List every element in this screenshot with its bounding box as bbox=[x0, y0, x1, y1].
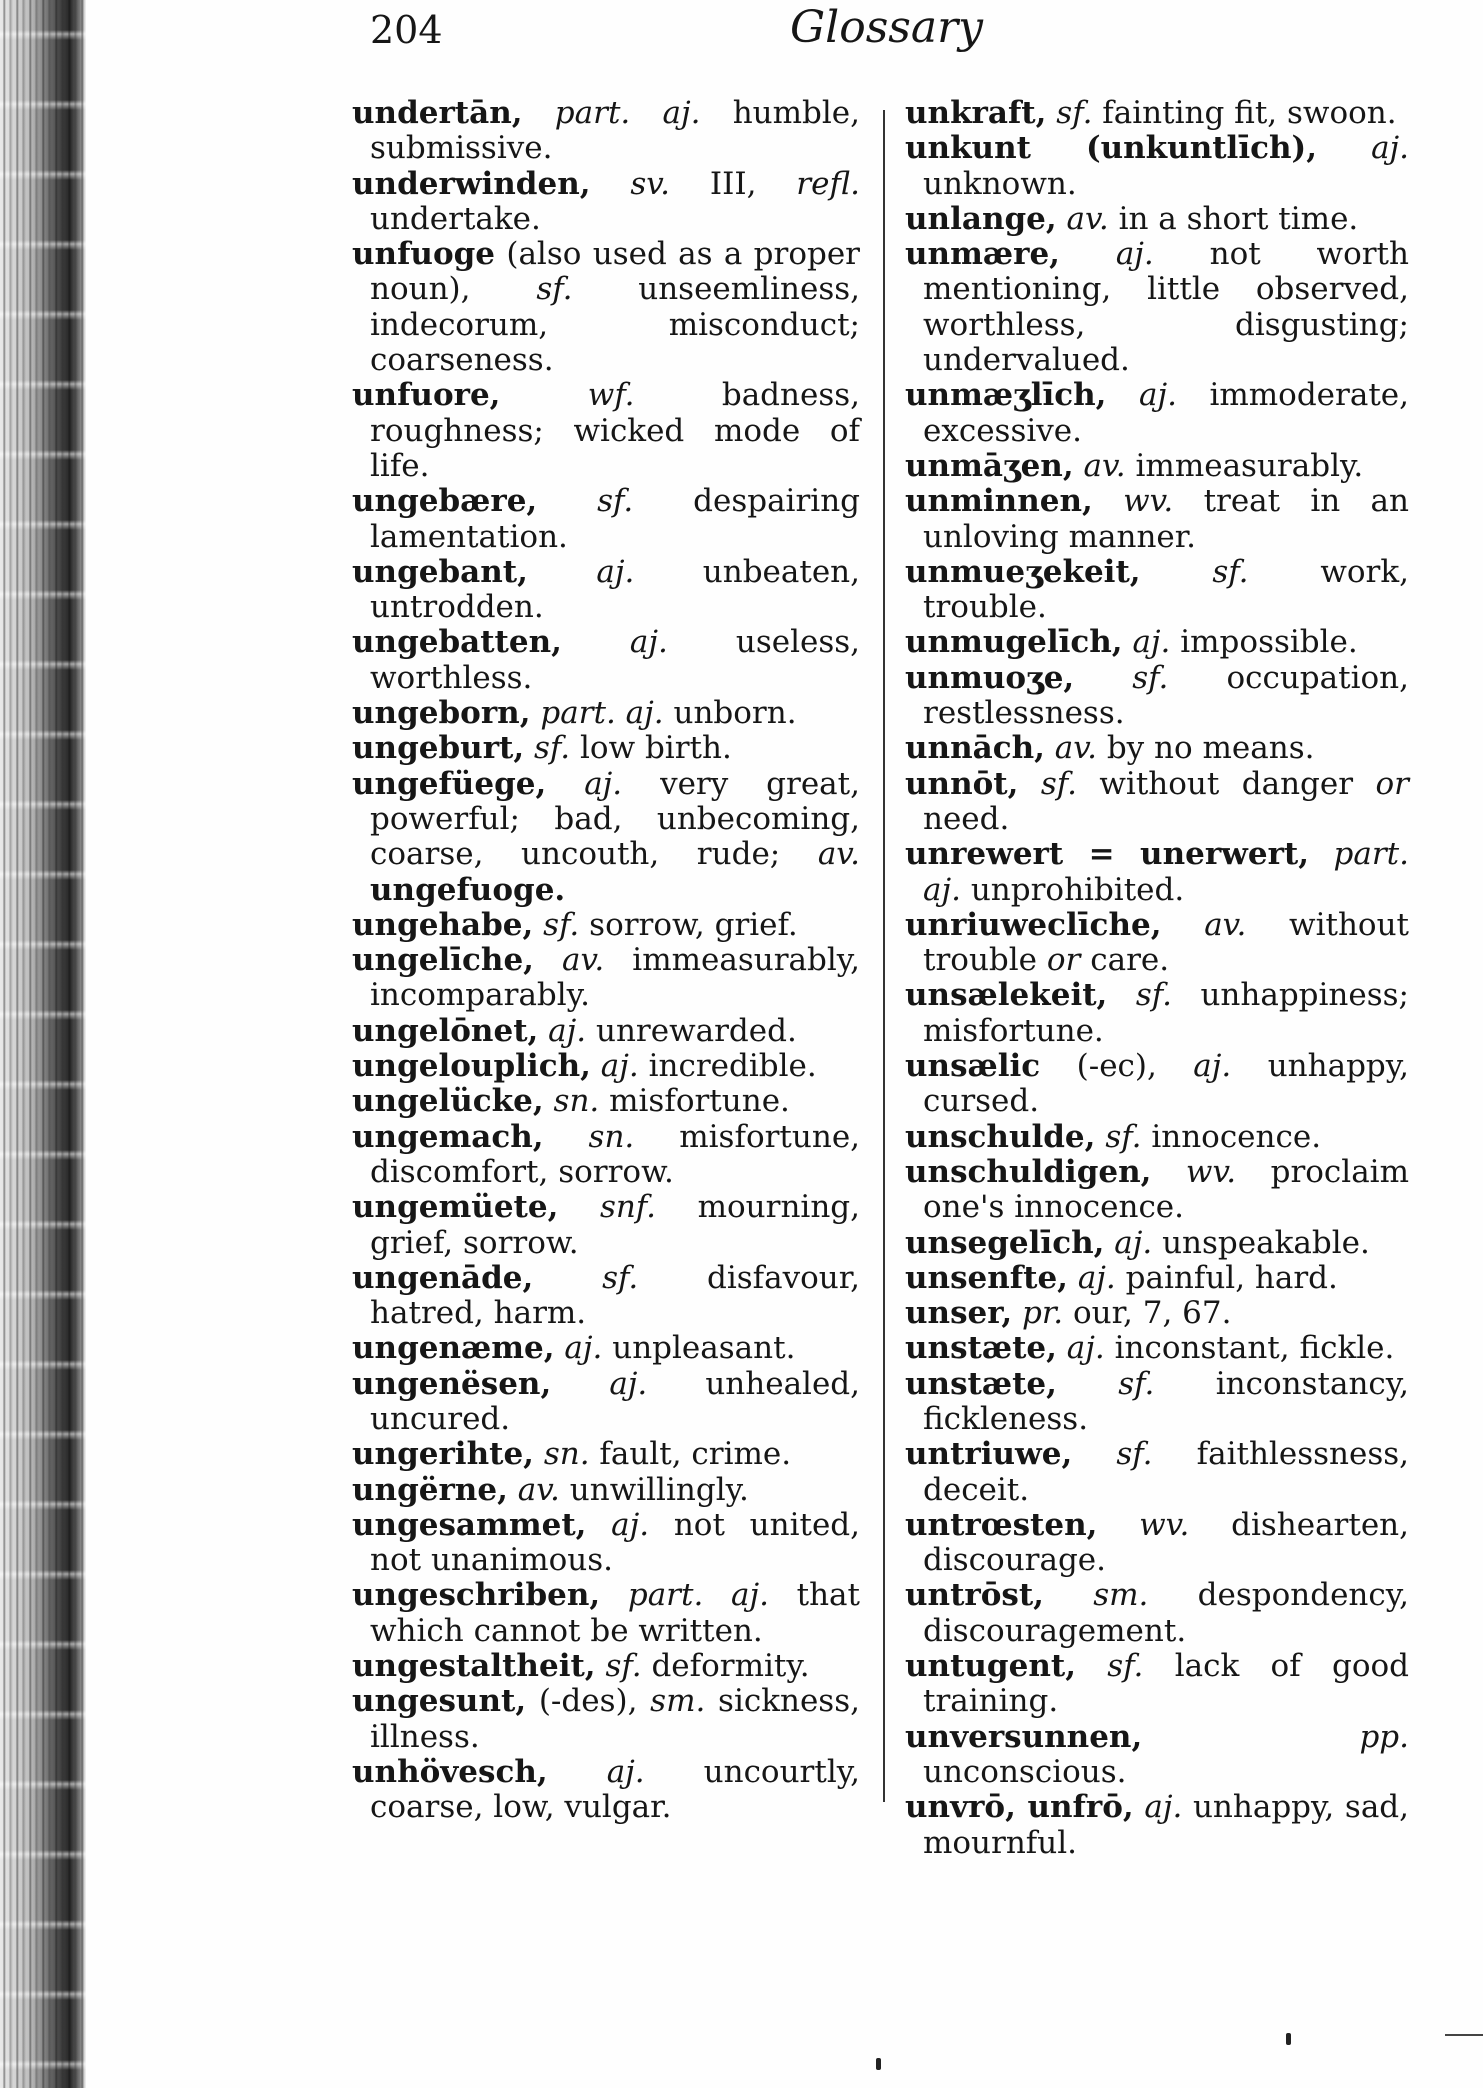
headword: ungenësen, bbox=[352, 1365, 552, 1402]
grammar-label: sf. bbox=[1118, 1365, 1155, 1402]
definition: inconstant, fickle. bbox=[1114, 1330, 1395, 1367]
definition: unconscious. bbox=[923, 1753, 1127, 1790]
grammar-label: sf. bbox=[602, 1259, 639, 1296]
grammar-label: sf. bbox=[1116, 1436, 1153, 1473]
glossary-entry bbox=[352, 1473, 860, 1508]
glossary-entry bbox=[905, 908, 1409, 979]
headword: underwinden, bbox=[352, 165, 591, 202]
glossary-entry bbox=[905, 661, 1409, 732]
definition: unspeakable. bbox=[1162, 1224, 1370, 1261]
grammar-label: aj. bbox=[1139, 377, 1177, 414]
headword: ungelücke, bbox=[352, 1083, 544, 1120]
definition: need. bbox=[923, 800, 1010, 837]
grammar-label: aj. bbox=[564, 1330, 603, 1367]
glossary-entry bbox=[352, 237, 860, 378]
glossary-entry bbox=[905, 625, 1409, 660]
headword: unmueʒekeit, bbox=[905, 553, 1141, 590]
definition: immeasurably, incomparably. bbox=[370, 942, 861, 1014]
grammar-label: av. bbox=[1204, 906, 1247, 943]
definition: sorrow, grief. bbox=[589, 906, 798, 943]
headword: ungenāde, bbox=[352, 1259, 534, 1296]
grammar-label: sf. bbox=[534, 730, 571, 767]
definition: fainting fit, swoon. bbox=[1102, 95, 1397, 131]
grammar-label: pr. bbox=[1021, 1295, 1064, 1332]
glossary-entry bbox=[905, 202, 1409, 237]
definition: without danger bbox=[1099, 765, 1354, 802]
page-header bbox=[0, 0, 1483, 80]
definition: unhappy, cursed. bbox=[923, 1048, 1410, 1120]
glossary-entry bbox=[352, 167, 860, 238]
definition: sickness, illness. bbox=[370, 1683, 860, 1755]
grammar-label: av. bbox=[517, 1471, 560, 1508]
grammar-label: sv. bbox=[630, 165, 670, 202]
glossary-entry bbox=[905, 1367, 1409, 1438]
headword: ungefüege, bbox=[352, 765, 547, 802]
definition: useless, worthless. bbox=[370, 624, 861, 696]
headword: ungesammet, bbox=[352, 1506, 587, 1543]
glossary-entry bbox=[352, 767, 860, 908]
definition: unknown. bbox=[923, 165, 1077, 202]
definition: impossible. bbox=[1180, 624, 1358, 661]
grammar-label: or bbox=[1375, 765, 1409, 802]
definition: unrewarded. bbox=[595, 1012, 797, 1049]
glossary-entry bbox=[352, 1190, 860, 1261]
grammar-label: sf. bbox=[597, 483, 634, 520]
definition: uncourtly, coarse, low, vulgar. bbox=[370, 1753, 861, 1826]
headword: ungebant, bbox=[352, 553, 528, 590]
headword: unsælic bbox=[905, 1048, 1041, 1085]
headword: ungebære, bbox=[352, 483, 538, 520]
headword: ungemüete, bbox=[352, 1189, 559, 1226]
glossary-entry bbox=[352, 1367, 860, 1438]
glossary-entry bbox=[905, 1508, 1409, 1579]
grammar-label: aj. bbox=[1066, 1330, 1105, 1367]
definition: without trouble bbox=[923, 906, 1410, 979]
definition: immoderate, excessive. bbox=[923, 377, 1409, 449]
glossary-column-right bbox=[905, 96, 1409, 1861]
headword: unminnen, bbox=[905, 483, 1093, 520]
grammar-label: aj. bbox=[596, 553, 635, 590]
definition: innocence. bbox=[1151, 1118, 1322, 1155]
grammar-label: or bbox=[1046, 942, 1081, 979]
grammar-label: sn. bbox=[553, 1083, 600, 1120]
definition: our, 7, 67. bbox=[1072, 1295, 1232, 1332]
headword: undertān, bbox=[352, 95, 523, 131]
grammar-label: sf. bbox=[1107, 1648, 1144, 1685]
grammar-label: aj. bbox=[1144, 1789, 1183, 1826]
definition: unpleasant. bbox=[612, 1330, 796, 1367]
definition: work, trouble. bbox=[923, 553, 1410, 626]
print-speck bbox=[1286, 2033, 1291, 2045]
glossary-entry bbox=[352, 484, 860, 555]
definition: dishearten, discourage. bbox=[923, 1506, 1409, 1579]
definition: inconstancy, fickleness. bbox=[923, 1365, 1410, 1437]
glossary-entry bbox=[905, 1720, 1409, 1791]
headword: ungërne, bbox=[352, 1471, 508, 1508]
glossary-entry bbox=[352, 96, 860, 167]
glossary-entry bbox=[352, 1684, 860, 1755]
grammar-label: aj. bbox=[1077, 1259, 1116, 1296]
definition: unwillingly. bbox=[569, 1471, 749, 1508]
definition: (-des), bbox=[538, 1683, 638, 1720]
glossary-entry bbox=[905, 1331, 1409, 1366]
headword: unmære, bbox=[905, 236, 1060, 273]
glossary-entry bbox=[352, 1120, 860, 1191]
grammar-label: av. bbox=[817, 836, 860, 873]
definition: lack of good training. bbox=[923, 1648, 1409, 1720]
grammar-label: snf. bbox=[599, 1189, 657, 1226]
glossary-column-left bbox=[352, 96, 860, 1826]
grammar-label: sf. bbox=[1135, 977, 1172, 1014]
headword: unschuldigen, bbox=[905, 1153, 1152, 1190]
headword: unversunnen, bbox=[905, 1718, 1143, 1755]
headword: unmugelīch, bbox=[905, 624, 1123, 661]
headword: ungemach, bbox=[352, 1118, 544, 1155]
headword: ungesunt, bbox=[352, 1683, 527, 1720]
running-head: Glossary bbox=[790, 2, 983, 53]
glossary-entry bbox=[905, 731, 1409, 766]
glossary-entry bbox=[905, 1120, 1409, 1155]
grammar-label: av. bbox=[1066, 200, 1109, 237]
definition: fault, crime. bbox=[599, 1436, 792, 1473]
grammar-label: av. bbox=[1083, 447, 1126, 484]
definition: care. bbox=[1090, 942, 1170, 979]
definition: treat in an unloving manner. bbox=[923, 483, 1409, 555]
headword: unfuore, bbox=[352, 377, 501, 414]
grammar-label: aj. bbox=[584, 765, 623, 802]
definition: faithlessness, deceit. bbox=[923, 1436, 1409, 1508]
grammar-label: aj. bbox=[600, 1048, 639, 1085]
glossary-entry bbox=[352, 1508, 860, 1579]
glossary-entry bbox=[905, 978, 1409, 1049]
grammar-label: wv. bbox=[1123, 483, 1174, 520]
book-spine-edge bbox=[0, 0, 86, 2088]
headword: ungeborn, bbox=[352, 695, 531, 732]
grammar-label: sf. bbox=[1040, 765, 1077, 802]
grammar-label: aj. bbox=[1132, 624, 1171, 661]
headword: unkunt (unkuntlīch), bbox=[905, 130, 1317, 167]
glossary-entry bbox=[905, 378, 1409, 449]
definition: unhappy, sad, mournful. bbox=[923, 1789, 1410, 1861]
glossary-entry bbox=[352, 943, 860, 1014]
headword: unkraft, bbox=[905, 95, 1047, 131]
definition: unhappiness; misfortune. bbox=[923, 977, 1409, 1049]
definition: despairing lamentation. bbox=[370, 483, 861, 555]
grammar-label: refl. bbox=[796, 165, 860, 202]
definition: painful, hard. bbox=[1125, 1259, 1338, 1296]
glossary-entry bbox=[905, 96, 1409, 131]
definition: misfortune. bbox=[609, 1083, 790, 1120]
headword: ungelīche, bbox=[352, 942, 534, 979]
glossary-entry bbox=[905, 1226, 1409, 1261]
headword: ungelouplich, bbox=[352, 1048, 591, 1085]
glossary-entry bbox=[905, 1155, 1409, 1226]
grammar-label: sf. bbox=[605, 1648, 642, 1685]
definition: proclaim one's innocence. bbox=[923, 1153, 1409, 1226]
grammar-label: part. aj. bbox=[627, 1577, 769, 1614]
headword: unsegelīch, bbox=[905, 1224, 1105, 1261]
grammar-label: sf. bbox=[543, 906, 580, 943]
glossary-entry bbox=[352, 908, 860, 943]
headword: ungenæme, bbox=[352, 1330, 555, 1367]
definition: in a short time. bbox=[1118, 200, 1359, 237]
definition: immeasurably. bbox=[1135, 447, 1364, 484]
grammar-label: sf. bbox=[1056, 95, 1093, 131]
glossary-entry bbox=[905, 1261, 1409, 1296]
glossary-entry bbox=[352, 1049, 860, 1084]
definition: incredible. bbox=[648, 1048, 817, 1085]
headword: unvrō, unfrō, bbox=[905, 1789, 1134, 1826]
definition: deformity. bbox=[651, 1648, 810, 1685]
glossary-entry bbox=[905, 555, 1409, 626]
definition: unprohibited. bbox=[970, 871, 1185, 908]
glossary-entry bbox=[352, 1331, 860, 1366]
grammar-label: aj. bbox=[548, 1012, 587, 1049]
definition: occupation, restlessness. bbox=[923, 659, 1409, 732]
glossary-entry bbox=[352, 1437, 860, 1472]
grammar-label: sf. bbox=[536, 271, 573, 308]
headword: untriuwe, bbox=[905, 1436, 1073, 1473]
glossary-entry bbox=[905, 131, 1409, 202]
definition: humble, submissive. bbox=[370, 95, 860, 167]
definition: III, bbox=[709, 165, 757, 202]
grammar-label: sf. bbox=[1212, 553, 1249, 590]
glossary-entry bbox=[905, 767, 1409, 838]
grammar-label: wv. bbox=[1139, 1506, 1190, 1543]
headword: unmæʒlīch, bbox=[905, 377, 1107, 414]
glossary-entry bbox=[905, 237, 1409, 378]
headword: unschulde, bbox=[905, 1118, 1096, 1155]
glossary-entry bbox=[352, 1261, 860, 1332]
definition: despondency, discouragement. bbox=[923, 1577, 1409, 1649]
glossary-entry bbox=[905, 1578, 1409, 1649]
headword: unlange, bbox=[905, 200, 1057, 237]
glossary-entry bbox=[905, 1049, 1409, 1120]
glossary-entry bbox=[352, 731, 860, 766]
headword: unnāch, bbox=[905, 730, 1045, 767]
headword: ungeburt, bbox=[352, 730, 525, 767]
headword: untugent, bbox=[905, 1648, 1076, 1685]
grammar-label: part. aj. bbox=[540, 695, 664, 732]
headword: unmuoʒe, bbox=[905, 659, 1075, 696]
headword: unsenfte, bbox=[905, 1259, 1068, 1296]
glossary-entry bbox=[352, 1014, 860, 1049]
glossary-entry bbox=[352, 625, 860, 696]
headword: untrœsten, bbox=[905, 1506, 1098, 1543]
grammar-label: aj. bbox=[1193, 1048, 1232, 1085]
headword: unhövesch, bbox=[352, 1753, 548, 1790]
headword: ungestaltheit, bbox=[352, 1648, 596, 1685]
grammar-label: sn. bbox=[543, 1436, 590, 1473]
glossary-entry bbox=[905, 1790, 1409, 1861]
headword: ungebatten, bbox=[352, 624, 562, 661]
headword: ungefuoge. bbox=[370, 871, 566, 908]
grammar-label: part. aj. bbox=[554, 95, 701, 131]
grammar-label: av. bbox=[562, 942, 605, 979]
grammar-label: part. aj. bbox=[923, 836, 1409, 908]
glossary-entry bbox=[905, 1296, 1409, 1331]
grammar-label: aj. bbox=[611, 1506, 650, 1543]
grammar-label: wv. bbox=[1185, 1153, 1237, 1190]
glossary-entry bbox=[352, 1755, 860, 1826]
headword: ungerihte, bbox=[352, 1436, 534, 1473]
grammar-label: sm. bbox=[650, 1683, 706, 1720]
headword: unnōt, bbox=[905, 765, 1019, 802]
grammar-label: av. bbox=[1054, 730, 1097, 767]
headword: unmāʒen, bbox=[905, 447, 1074, 484]
definition: mourning, grief, sorrow. bbox=[370, 1189, 860, 1261]
grammar-label: aj. bbox=[1371, 130, 1410, 167]
definition: unbeaten, untrodden. bbox=[370, 553, 861, 626]
glossary-entry bbox=[352, 696, 860, 731]
glossary-entry bbox=[352, 1084, 860, 1119]
grammar-label: wf. bbox=[587, 377, 635, 414]
glossary-entry bbox=[905, 449, 1409, 484]
glossary-entry bbox=[352, 1649, 860, 1684]
definition: not united, not unanimous. bbox=[370, 1506, 860, 1579]
grammar-label: aj. bbox=[606, 1753, 645, 1790]
definition: not worth mentioning, little observed, worthless, disgusting; undervalued. bbox=[923, 236, 1409, 379]
glossary-entry bbox=[905, 1437, 1409, 1508]
grammar-label: aj. bbox=[1115, 236, 1154, 273]
headword: unsælekeit, bbox=[905, 977, 1108, 1014]
print-speck bbox=[876, 2058, 881, 2070]
definition: (-ec), bbox=[1076, 1048, 1157, 1085]
grammar-label: pp. bbox=[1359, 1718, 1409, 1755]
definition: misfortune, discomfort, sorrow. bbox=[370, 1118, 861, 1190]
glossary-entry bbox=[352, 378, 860, 484]
grammar-label: sf. bbox=[1105, 1118, 1142, 1155]
grammar-label: sn. bbox=[588, 1118, 635, 1155]
page-edge-mark bbox=[1445, 2034, 1483, 2036]
definition: very great, powerful; bad, unbecoming, coarse, uncouth, rude; bbox=[370, 765, 860, 873]
definition: by no means. bbox=[1106, 730, 1315, 767]
headword: unstæte, bbox=[905, 1365, 1057, 1402]
headword: unstæte, bbox=[905, 1330, 1057, 1367]
headword: untrōst, bbox=[905, 1577, 1044, 1614]
headword: unriuweclīche, bbox=[905, 906, 1162, 943]
glossary-entry bbox=[905, 1649, 1409, 1720]
definition: disfavour, hatred, harm. bbox=[370, 1259, 861, 1332]
headword: ungelōnet, bbox=[352, 1012, 539, 1049]
headword: ungehabe, bbox=[352, 906, 534, 943]
definition: unhealed, uncured. bbox=[370, 1365, 861, 1437]
grammar-label: sm. bbox=[1093, 1577, 1149, 1614]
page-number: 204 bbox=[370, 8, 443, 52]
headword: unfuoge bbox=[352, 236, 496, 273]
definition: that which cannot be written. bbox=[370, 1577, 860, 1649]
grammar-label: aj. bbox=[629, 624, 668, 661]
glossary-entry bbox=[905, 837, 1409, 908]
glossary-entry bbox=[352, 555, 860, 626]
definition: unborn. bbox=[673, 695, 797, 732]
glossary-entry bbox=[352, 1578, 860, 1649]
grammar-label: aj. bbox=[1114, 1224, 1153, 1261]
headword: unser, bbox=[905, 1295, 1013, 1332]
grammar-label: aj. bbox=[609, 1365, 648, 1402]
definition: (also used as a proper noun), bbox=[370, 236, 860, 308]
headword: ungeschriben, bbox=[352, 1577, 601, 1614]
definition: undertake. bbox=[370, 200, 541, 237]
headword: unrewert = unerwert, bbox=[905, 836, 1310, 873]
definition: badness, roughness; wicked mode of life. bbox=[370, 377, 860, 484]
column-divider bbox=[883, 110, 885, 1802]
glossary-entry bbox=[905, 484, 1409, 555]
definition: low birth. bbox=[580, 730, 732, 767]
definition: unseemliness, indecorum, misconduct; coarseness. bbox=[370, 271, 860, 379]
grammar-label: sf. bbox=[1132, 659, 1169, 696]
